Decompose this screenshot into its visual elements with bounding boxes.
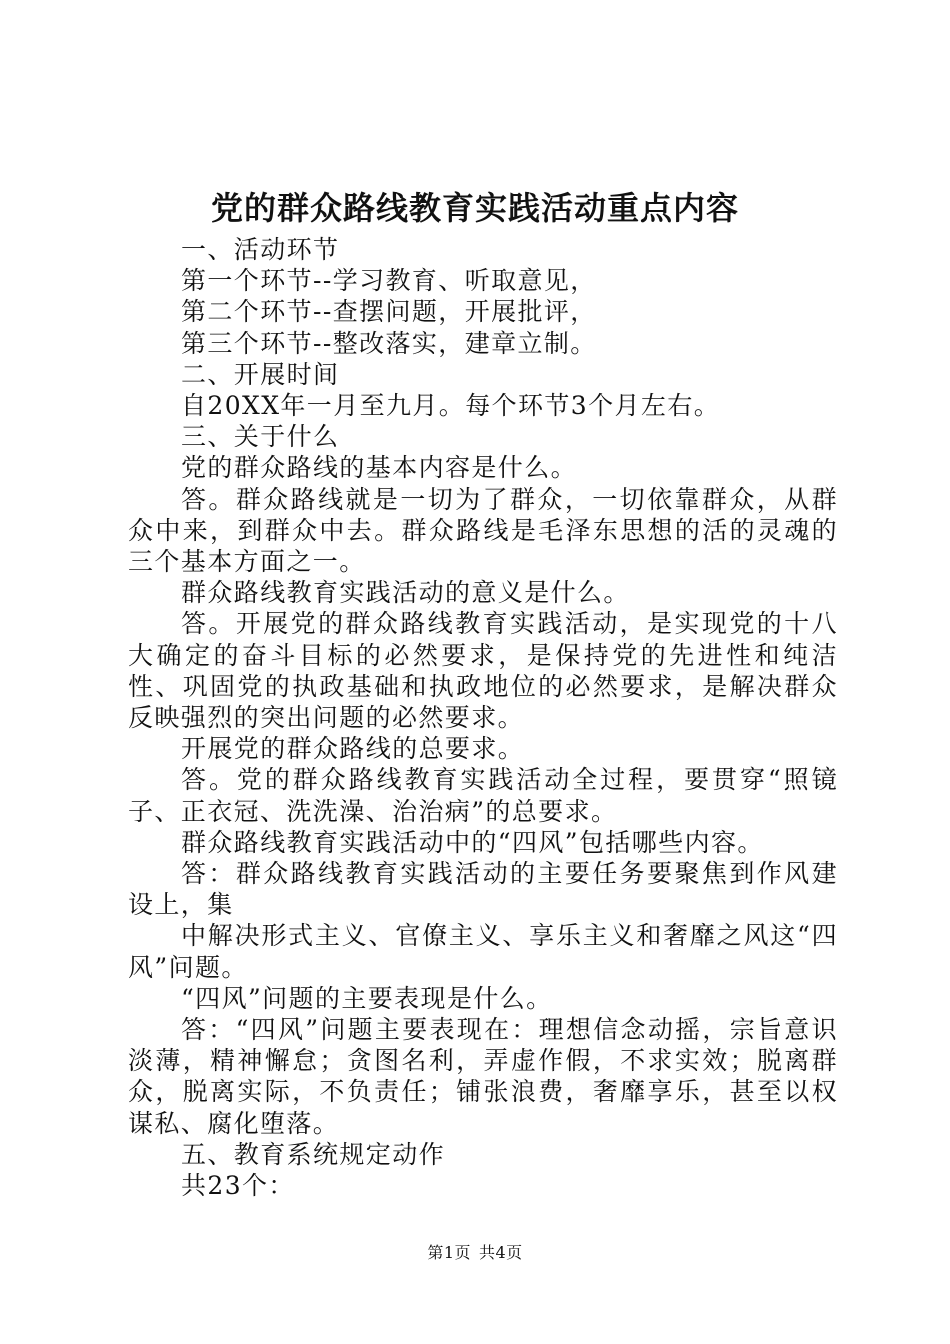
paragraph: 答。群众路线就是一切为了群众，一切依靠群众，从群众中来，到群众中去。群众路线是毛泽东思想的活的灵魂的三个基本方面之一。 <box>128 484 838 577</box>
paragraph: 群众路线教育实践活动中的“四风”包括哪些内容。 <box>181 827 764 857</box>
paragraph: 中解决形式主义、官僚主义、享乐主义和奢靡之风这“四风”问题。 <box>128 921 838 982</box>
paragraph: 第二个环节--查摆问题，开展批评， <box>181 297 597 327</box>
paragraph: 第三个环节--整改落实，建章立制。 <box>181 328 597 358</box>
paragraph: 三、关于什么 <box>181 422 340 452</box>
paragraph: 共23个： <box>181 1171 295 1201</box>
page-total: 共4页 <box>479 1243 523 1262</box>
paragraph: 党的群众路线的基本内容是什么。 <box>181 453 578 483</box>
document-body <box>128 234 838 1201</box>
paragraph: 答：“四风”问题主要表现在：理想信念动摇，宗旨意识淡薄，精神懈怠；贪图名利，弄虚作假，不求实效；脱离群众，脱离实际，不负责任；铺张浪费，奢靡享乐，甚至以权谋私、腐化堕落。 <box>128 1015 838 1138</box>
paragraph: 二、开展时间 <box>181 359 340 389</box>
paragraph: 自20XX年一月至九月。每个环节3个月左右。 <box>181 391 721 421</box>
paragraph: 群众路线教育实践活动的意义是什么。 <box>181 578 630 608</box>
paragraph: “四风”问题的主要表现是什么。 <box>181 983 553 1013</box>
paragraph: 五、教育系统规定动作 <box>181 1139 446 1169</box>
page-footer <box>0 1242 950 1264</box>
paragraph: 开展党的群众路线的总要求。 <box>181 734 525 764</box>
document-title: 党的群众路线教育实践活动重点内容 <box>210 189 739 227</box>
paragraph: 一、活动环节 <box>181 235 340 264</box>
page-number: 第1页 <box>427 1243 471 1262</box>
paragraph: 答。党的群众路线教育实践活动全过程，要贯穿“照镜子、正衣冠、洗洗澡、治治病”的总要求。 <box>128 765 838 826</box>
paragraph: 答：群众路线教育实践活动的主要任务要聚焦到作风建设上，集 <box>128 859 838 920</box>
paragraph: 答。开展党的群众路线教育实践活动，是实现党的十八大确定的奋斗目标的必然要求，是保持党的先进性和纯洁性、巩固党的执政基础和执政地位的必然要求，是解决群众反映强烈的突出问题的必然要求。 <box>128 609 838 733</box>
paragraph: 第一个环节--学习教育、听取意见， <box>181 266 597 296</box>
